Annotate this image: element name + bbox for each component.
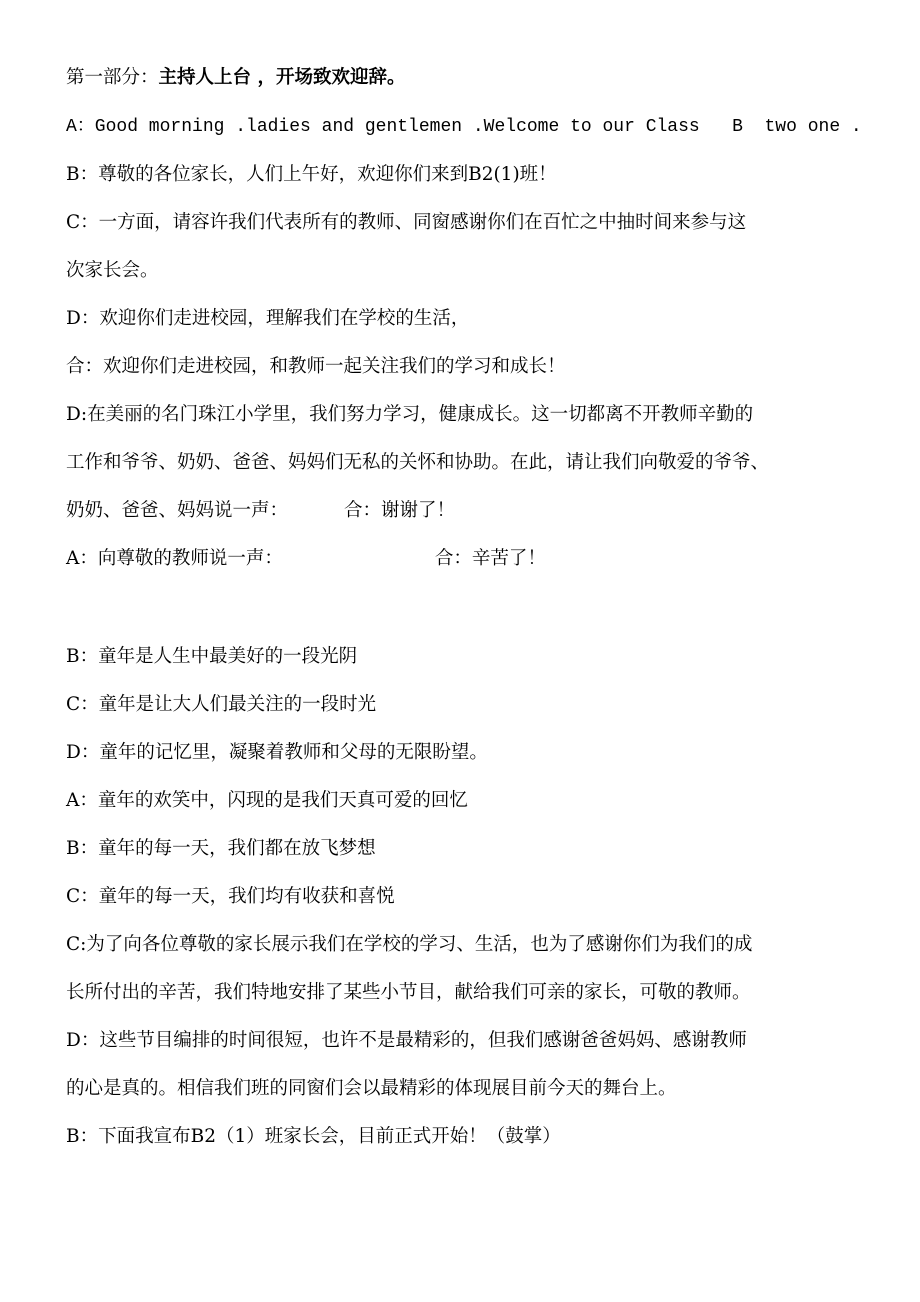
- line-c-everyday: C：童年的每一天，我们均有收获和喜悦: [66, 886, 395, 907]
- line-c-thanks-2: 次家长会。: [66, 260, 159, 281]
- line-c-thanks-1: C：一方面，请容许我们代表所有的教师、同窗感谢你们在百忙之中抽时间来参与这: [66, 212, 747, 233]
- line-he-welcome: 合：欢迎你们走进校园，和教师一起关注我们的学习和成长！: [66, 356, 566, 377]
- line-b-welcome: B：尊敬的各位家长，人们上午好，欢迎你们来到B2(1)班！: [66, 164, 557, 185]
- line-d-intro-1: D:在美丽的名门珠江小学里，我们努力学习，健康成长。这一切都离不开教师辛勤的: [66, 404, 754, 425]
- line-d-childhood: D：童年的记忆里，凝聚着教师和父母的无限盼望。: [66, 742, 488, 763]
- line-d-intro-3-left: 奶奶、爸爸、妈妈说一声：: [66, 500, 289, 521]
- line-c-childhood: C：童年是让大人们最关注的一段时光: [66, 694, 377, 715]
- line-b-everyday: B：童年的每一天，我们都在放飞梦想: [66, 838, 376, 859]
- section-label: 第一部分：: [66, 67, 159, 88]
- line-a-teacher-right: 合：辛苦了！: [434, 548, 546, 569]
- line-d-intro-3-right: 合：谢谢了！: [344, 500, 456, 521]
- line-a-greeting: A：Good morning .ladies and gentlemen .Welcome to our Class B two one .: [66, 117, 862, 137]
- line-c-show-1: C:为了向各位尊敬的家长展示我们在学校的学习、生活，也为了感谢你们为我们的成: [66, 934, 753, 955]
- line-d-program-2: 的心是真的。相信我们班的同窗们会以最精彩的体现展目前今天的舞台上。: [66, 1078, 677, 1099]
- line-d-intro-2: 工作和爷爷、奶奶、爸爸、妈妈们无私的关怀和协助。在此，请让我们向敬爱的爷爷、: [66, 452, 770, 473]
- line-d-intro-3: [66, 499, 455, 523]
- line-b-childhood: B：童年是人生中最美好的一段光阴: [66, 646, 358, 667]
- line-a-teacher-left: A：向尊敬的教师说一声：: [66, 548, 283, 569]
- line-d-welcome: D：欢迎你们走进校园，理解我们在学校的生活，: [66, 308, 470, 329]
- line-b-start: B：下面我宣布B2（1）班家长会，目前正式开始！（鼓掌）: [66, 1126, 561, 1147]
- line-a-teacher: [66, 547, 546, 571]
- line-a-childhood: A：童年的欢笑中，闪现的是我们天真可爱的回忆: [66, 790, 468, 811]
- line-d-program-1: D：这些节目编排的时间很短，也许不是最精彩的，但我们感谢爸爸妈妈、感谢教师: [66, 1030, 747, 1051]
- section-heading: [66, 66, 405, 90]
- line-c-show-2: 长所付出的辛苦，我们特地安排了某些小节目，献给我们可亲的家长，可敬的教师。: [66, 982, 751, 1003]
- section-title: 主持人上台 ，开场致欢迎辞。: [158, 67, 406, 88]
